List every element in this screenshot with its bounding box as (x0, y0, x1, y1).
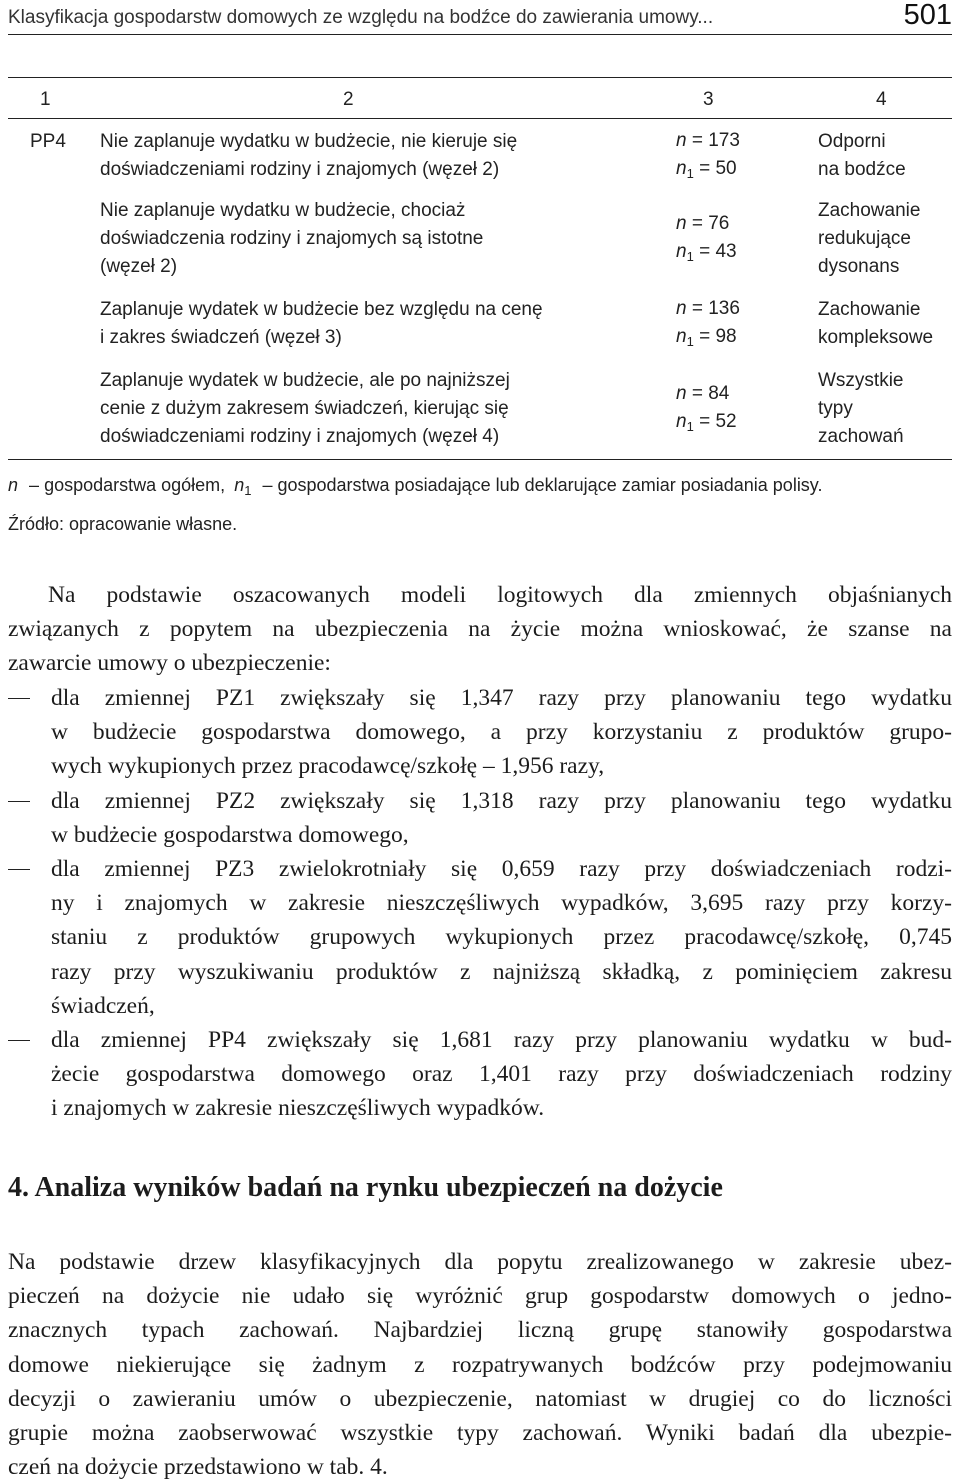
text-line: i znajomych w zakresie nieszczęśliwych wypadków. (51, 1095, 545, 1122)
type-line: typy (818, 398, 853, 419)
table-bottom-rule (8, 459, 952, 460)
table-top-rule (8, 77, 952, 78)
equals-sign: = (693, 241, 716, 262)
description-line: (węzeł 2) (100, 256, 178, 277)
list-dash (8, 1040, 30, 1041)
text-line: Na podstawie oszacowanych modeli logitowych dla zmiennych objaśnianych (48, 582, 952, 608)
n-value: 173 (708, 130, 740, 151)
list-item (8, 784, 952, 852)
list-item (8, 681, 952, 784)
table-header-rule (8, 118, 952, 119)
equals-sign: = (686, 213, 709, 234)
n1-subscript: 1 (244, 483, 252, 498)
n-symbol: n (8, 475, 19, 495)
table-row-3-n1 (676, 326, 737, 349)
legend-n-text: gospodarstwa ogółem, (44, 475, 226, 495)
description-line: Zaplanuje wydatek w budżecie, ale po najniższej (100, 370, 510, 391)
text-line: Na podstawie drzew klasyfikacyjnych dla popytu zrealizowanego w zakresie ubez- (8, 1249, 952, 1275)
text-line: staniu z produktów grupowych wykupionych przez pracodawcę/szkołę, 0,745 (51, 924, 952, 951)
type-line: Wszystkie (818, 370, 904, 391)
n1-subscript: 1 (686, 334, 694, 349)
col-header-2: 2 (343, 89, 354, 110)
text-line: domowe niekierujące się żadnym z rozpatrywanych bodźców przy podejmowaniu (8, 1351, 952, 1378)
description-line: doświadczenia rodziny i znajomych są istotne (100, 228, 484, 249)
paragraph-analysis (8, 1245, 952, 1484)
running-title: Klasyfikacja gospodarstw domowych ze względu na bodźce do zawierania umowy... (8, 7, 714, 28)
n-value: 76 (708, 213, 730, 234)
text-line: znacznych typach zachowań. Najbardziej liczną grupę stanowiły gospodarstwa (8, 1317, 952, 1344)
n1-subscript: 1 (686, 419, 694, 434)
type-line: na bodźce (818, 159, 906, 180)
text-line: żecie gospodarstwa domowego oraz 1,401 razy przy doświadczeniach rodziny (51, 1061, 952, 1088)
description-line: Zaplanuje wydatek w budżecie bez względu na cenę (100, 299, 543, 320)
section-heading: 4. Analiza wyników badań na rynku ubezpieczeń na dożycie (8, 1172, 723, 1203)
description-line: doświadczeniami rodziny i znajomych (węzeł 2) (100, 159, 500, 180)
equals-sign: = (686, 383, 709, 404)
table-row-4-n1 (676, 411, 737, 434)
type-line: kompleksowe (818, 327, 934, 348)
text-line: zawarcie umowy o ubezpieczenie: (8, 650, 331, 677)
list-dash (8, 801, 30, 802)
text-line: świadczeń, (51, 992, 155, 1019)
n-symbol: n (676, 383, 687, 404)
list-dash (8, 869, 30, 870)
table-row-2-type (818, 197, 920, 281)
col-header-3: 3 (703, 89, 714, 110)
n-symbol: n (676, 411, 687, 432)
type-line: zachowań (818, 426, 904, 447)
type-line: Zachowanie (818, 299, 921, 320)
n1-value: 43 (715, 241, 737, 262)
legend-dash: – (262, 475, 273, 495)
text-line: w budżecie gospodarstwa domowego, a przy korzystaniu z produktów grupo- (51, 719, 952, 746)
col-header-1: 1 (40, 89, 51, 110)
page-header (8, 0, 952, 35)
table-row-1-n1 (676, 158, 737, 181)
list-item (8, 852, 952, 1023)
results-list (8, 681, 952, 1125)
table-row-3-type (818, 296, 933, 352)
text-line: dla zmiennej PP4 zwiększały się 1,681 razy przy planowaniu wydatku w bud- (51, 1026, 952, 1053)
text-line: w budżecie gospodarstwa domowego, (51, 821, 409, 848)
equals-sign: = (693, 411, 716, 432)
page-number: 501 (903, 0, 952, 31)
n1-subscript: 1 (686, 166, 694, 181)
text-line: dla zmiennej PZ2 zwiększały się 1,318 razy przy planowaniu tego wydatku (51, 787, 952, 814)
list-item (8, 1023, 952, 1126)
table-row-4-description (100, 367, 510, 451)
table-row-2-description (100, 197, 483, 281)
type-line: Zachowanie (818, 200, 921, 221)
description-line: cenie z dużym zakresem świadczeń, kierując się (100, 398, 509, 419)
description-line: i zakres świadczeń (węzeł 3) (100, 327, 342, 348)
table-row-1-n (676, 130, 740, 152)
text-line: ny i znajomych w zakresie nieszczęśliwych wypadków, 3,695 razy przy korzy- (51, 890, 952, 917)
table-row-1-description (100, 128, 517, 184)
equals-sign: = (693, 326, 716, 347)
type-line: dysonans (818, 256, 900, 277)
table-legend (8, 475, 822, 498)
n-value: 84 (708, 383, 730, 404)
n-symbol: n (676, 241, 687, 262)
text-line: pieczeń na dożycie nie udało się wyróżnić grup gospodarstw domowych o jedno- (8, 1283, 952, 1310)
n1-value: 98 (715, 326, 737, 347)
text-line: czeń na dożycie przedstawiono w tab. 4. (8, 1454, 388, 1481)
table-row-4-n (676, 383, 729, 405)
type-line: redukujące (818, 228, 911, 249)
col-header-4: 4 (876, 89, 887, 110)
description-line: Nie zaplanuje wydatku w budżecie, chociaż (100, 200, 466, 221)
n-symbol: n (234, 475, 245, 495)
n-value: 136 (708, 298, 740, 319)
equals-sign: = (693, 158, 716, 179)
n-symbol: n (676, 213, 687, 234)
text-line: związanych z popytem na ubezpieczenia na życie można wnioskować, że szanse na (8, 616, 952, 643)
legend-n1-text: gospodarstwa posiadające lub deklarujące zamiar posiadania polisy. (277, 475, 823, 495)
equals-sign: = (686, 130, 709, 151)
legend-dash: – (29, 475, 40, 495)
table-row-3-n (676, 298, 740, 320)
text-line: wych wykupionych przez pracodawcę/szkołę – 1,956 razy, (51, 753, 605, 780)
description-line: Nie zaplanuje wydatku w budżecie, nie kieruje się (100, 131, 518, 152)
table-row-1-type (818, 128, 906, 184)
text-line: dla zmiennej PZ3 zwielokrotniały się 0,659 razy przy doświadczeniach rodzi- (51, 855, 952, 882)
table-row-2-n (676, 213, 729, 235)
n-symbol: n (676, 298, 687, 319)
text-line: grupie można zaobserwować wszystkie typy zachowań. Wyniki badań dla ubezpie- (8, 1419, 952, 1446)
row-code: PP4 (30, 131, 66, 152)
n-symbol: n (676, 130, 687, 151)
text-line: razy przy wyszukiwaniu produktów z najniższą składką, z pominięciem zakresu (51, 958, 952, 985)
table-row-3-description (100, 296, 543, 352)
n1-value: 52 (715, 411, 737, 432)
source-note: Źródło: opracowanie własne. (8, 514, 238, 534)
table-row-2-n1 (676, 241, 737, 264)
n-symbol: n (676, 326, 687, 347)
list-dash (8, 698, 30, 699)
type-line: Odporni (818, 131, 886, 152)
description-line: doświadczeniami rodziny i znajomych (węzeł 4) (100, 426, 500, 447)
text-line: dla zmiennej PZ1 zwiększały się 1,347 razy przy planowaniu tego wydatku (51, 685, 952, 711)
equals-sign: = (686, 298, 709, 319)
text-line: decyzji o zawieraniu umów o ubezpieczenie, natomiast w drugiej co do liczności (8, 1385, 952, 1412)
paragraph-intro (8, 578, 952, 681)
n1-value: 50 (715, 158, 737, 179)
n-symbol: n (676, 158, 687, 179)
table-row-4-type (818, 367, 904, 451)
n1-subscript: 1 (686, 249, 694, 264)
